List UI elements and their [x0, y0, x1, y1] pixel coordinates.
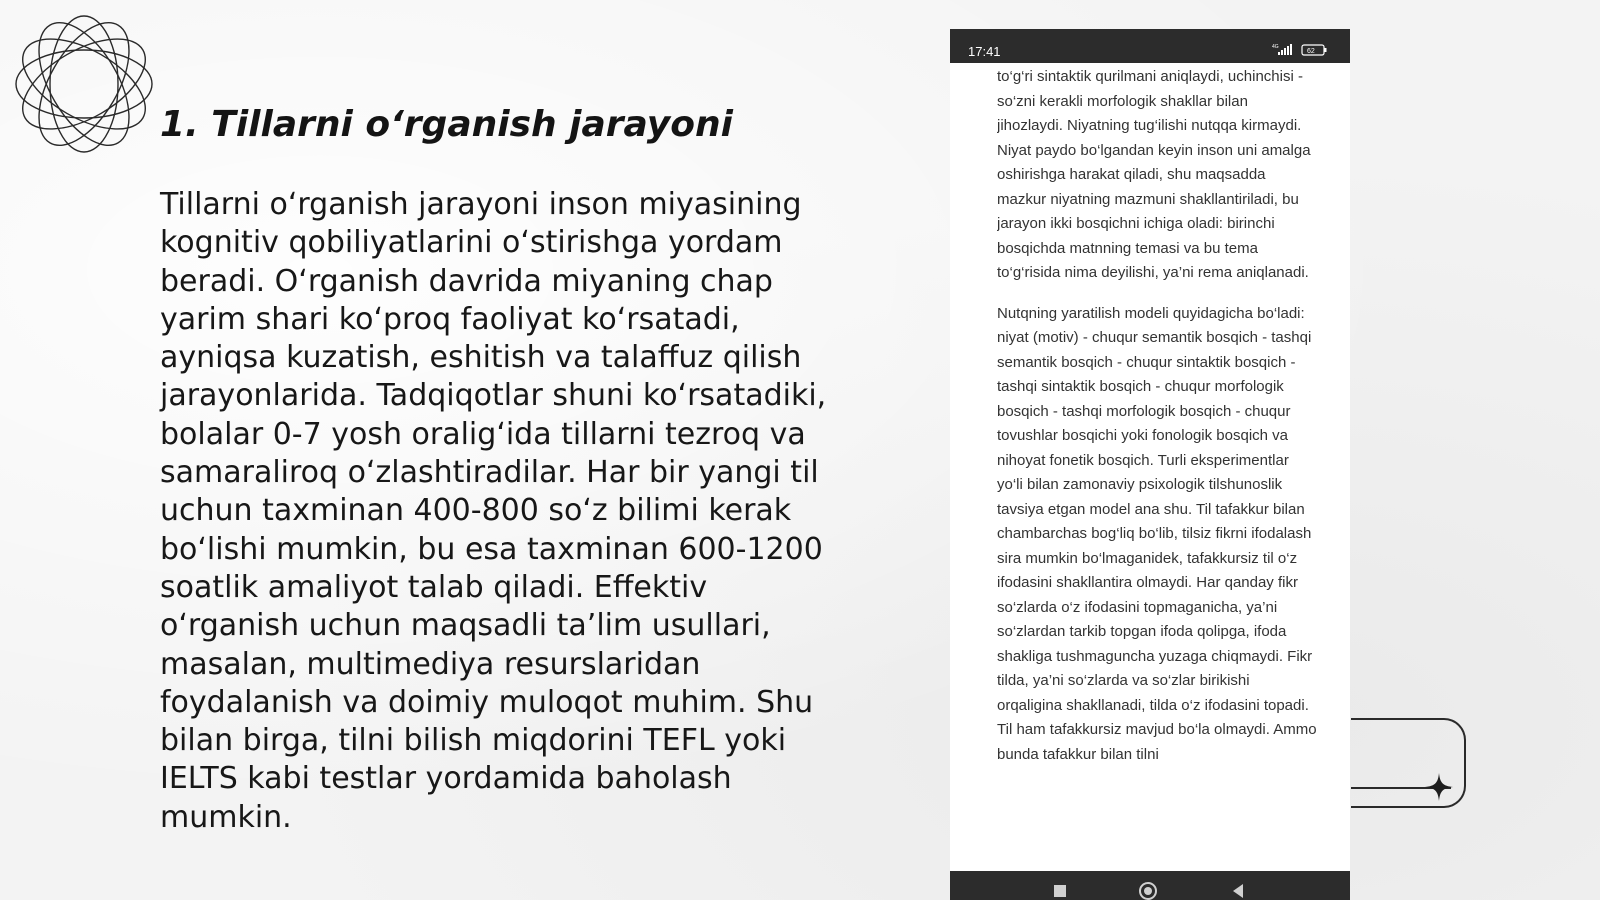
circular-rings-logo-icon: [8, 8, 160, 160]
signal-icon: [1272, 44, 1292, 55]
phone-navigation-bar: [950, 871, 1350, 900]
signal-battery-icons: [1270, 42, 1330, 58]
phone-screenshot: [950, 29, 1350, 900]
sparkle-star-icon: [1424, 772, 1454, 802]
phone-status-bar: [950, 29, 1350, 63]
phone-document-text[interactable]: [997, 65, 1317, 895]
phone-paragraph-1: to‘g‘ri sintaktik qurilmani aniqlaydi, uchinchisi - so‘zni kerakli morfologik shakllar bilan jihozlaydi. Niyatning tug‘ilishi nutqqa kirmaydi. Niyat paydo bo‘lgandan keyin inson uni amalga oshirishga harakat qiladi, shu maqsadda mazkur niyatning mazmuni shakllantiriladi, bu jarayon ikki bosqichni ichiga oladi: birinchi bosqichda matnning temasi va bu tema to‘g‘risida nima deyilishi, ya’ni rema aniqlanadi.: [997, 68, 1311, 281]
phone-paragraph-2: Nutqning yaratilish modeli quyidagicha bo‘ladi: niyat (motiv) - chuqur semantik bosqich - tashqi semantik bosqich - chuqur sintaktik bosqich - tashqi sintaktik bosqich - chuqur morfologik bosqich - tashqi morfologik bosqich - chuqur tovushlar bosqichi yoki fonologik bosqich va nihoyat fonetik bosqich. Turli eksperimentlar yo‘li bilan zamonaviy psixologik tilshunoslik tavsiya etgan model ana shu. Til tafakkur bilan chambarchas bog‘liq bo‘lib, tilsiz fikrni ifodalash sira mumkin bo‘lmaganidek, tafakkursiz til o‘z ifodasini shakllantira olmaydi. Har qanday fikr so‘zlarda o‘z ifodasini topmaganicha, ya’ni so‘zlardan tarkib topgan ifoda qolipga, ifoda shakliga tushmaguncha yuzaga chiqmaydi. Fikr tilda, ya’ni so‘zlarda va so‘zlar birikishi orqaligina shakllanadi, tilda o‘z ifodasini topadi. Til ham tafakkursiz mavjud bo‘la olmaydi. Ammo bunda tafakkur bilan tilni: [997, 304, 1317, 763]
battery-level: 62: [1307, 48, 1315, 55]
home-icon[interactable]: [1138, 881, 1158, 900]
status-time: 17:41: [968, 44, 1001, 59]
back-icon[interactable]: [1228, 881, 1248, 900]
network-label: 4G: [1272, 44, 1279, 50]
slide-body-text: Tillarni o‘rganish jarayoni inson miyasining kognitiv qobiliyatlarini o‘stirishga yordam beradi. O‘rganish davrida miyaning chap yarim shari ko‘proq faoliyat ko‘rsatadi, ayniqsa kuzatish, eshitish va talaffuz qilish jarayonlarida. Tadqiqotlar shuni ko‘rsatadiki, bolalar 0-7 yosh oralig‘ida tillarni tezroq va samaraliroq o‘zlashtiradilar. Har bir yangi til uchun taxminan 400-800 so‘z bilimi kerak bo‘lishi mumkin, bu esa taxminan 600-1200 soatlik amaliyot talab qiladi. Effektiv o‘rganish uchun maqsadli ta’lim usullari, masalan, multimediya resurslaridan foydalanish va doimiy muloqot muhim. Shu bilan birga, tilni bilish miqdorini TEFL yoki IELTS kabi testlar yordamida baholash mumkin.: [160, 187, 827, 835]
recent-apps-icon[interactable]: [1050, 881, 1070, 900]
battery-icon: [1302, 45, 1327, 55]
slide-title: 1. Tillarni o‘rganish jarayoni: [160, 104, 733, 145]
